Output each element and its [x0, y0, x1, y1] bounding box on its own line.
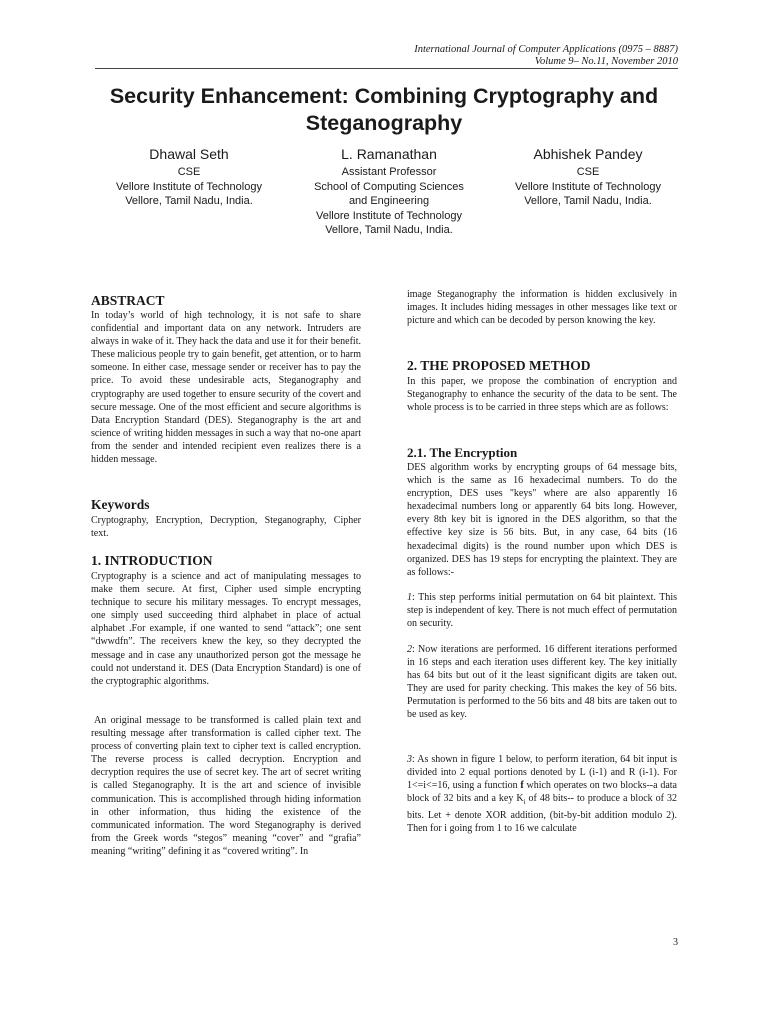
step-1 — [407, 591, 677, 630]
keywords-text: Cryptography, Encryption, Decryption, Steganography, Cipher text. — [91, 515, 361, 540]
journal-name: International Journal of Computer Applications (0975 – 8887) — [414, 44, 678, 55]
author-title: Assistant Professor — [341, 166, 437, 178]
author-name: L. Ramanathan — [341, 146, 437, 162]
step-3-number: 3 — [407, 754, 412, 765]
encryption-heading: 2.1. The Encryption — [407, 445, 518, 460]
step-3-text-a: : As shown in figure 1 below, to perform iteration, 64 bit input is divided into 2 equal portions denoted by L (i-1) and R (i-1). For 1<=i<=16, using a function — [407, 754, 677, 792]
author-institute: Vellore Institute of Technology — [515, 180, 661, 193]
step-1-number: 1 — [407, 592, 412, 603]
introduction-para-1: Cryptography is a science and act of manipulating messages to make them secure. At first, Cipher used simple encrypting technique to secure his military messages. To encrypt messages, one simply used succeeding third alphabet in place of actual alphabet .For example, if one wanted to send “attack”; one sent “dwwdfn”. The receivers knew the key, so they decrypted the message and in case any unauthorized person got the message he could not understand it. DES (Data Encryption Standard) is one of the cryptographic algorithms. — [91, 571, 361, 687]
step-1-text: : This step performs initial permutation on 64 bit plaintext. This step is independent of key. There is not much effect of permutation on security. — [407, 592, 677, 630]
step-3-subscript: i — [523, 798, 526, 807]
page-number: 3 — [673, 937, 678, 948]
abstract-text: In today’s world of high technology, it is not safe to share confidential and important data on any network. Intruders are always in wake of it. They hack the data and use it for their benefit. These malicious people try to gain benefit, get attention, or to harm someone. In either case, message sender or receiver has to pay the price. To avoid these undesirable acts, Steganography and cryptography are used together to ensure security of the covert and secure message. One of the most efficient and secure algorithms is Data Encryption Standard (DES). Steganography is the art and science of writing hidden messages in such a way that no-one apart from the sender and intended recipient even realizes there is a hidden message. — [91, 310, 361, 466]
author-name: Dhawal Seth — [149, 146, 229, 162]
author-location: Vellore, Tamil Nadu, India. — [524, 195, 652, 207]
keywords-heading: Keywords — [91, 497, 150, 512]
title-line-2: Steganography — [305, 111, 463, 135]
author-location: Vellore, Tamil Nadu, India. — [325, 224, 453, 236]
author-dept: CSE — [576, 166, 600, 178]
step-2 — [407, 643, 677, 722]
author-location: Vellore, Tamil Nadu, India. — [125, 195, 253, 207]
author-institute: Vellore Institute of Technology — [116, 180, 262, 193]
encryption-text: DES algorithm works by encrypting groups of 64 message bits, which is the same as 16 hexadecimal numbers. To do the encryption, DES uses "keys" where are also apparently 16 hexadecimal numbers long or apparently 64 bits long. However, every 8th key bit is ignored in the DES algorithm, so that the effective key size is 56 bits. But, in any case, 64 bits (16 hexadecimal digits) is the round number upon which DES is organized. DES has 19 steps for encrypting the plaintext. They are as follows:- — [407, 462, 677, 578]
step-2-text: : Now iterations are performed. 16 different iterations performed in 16 steps and each iteration uses different key. The key initially has 64 bits but out of it the least significant digits are taken out. They are used for parity checking. This makes the key of 56 bits. Permutation is performed to the 56 bits and 48 bits are taken out to be used as key. — [407, 644, 677, 721]
author-block-1 — [93, 145, 285, 209]
step-3 — [407, 753, 677, 836]
author-institute: Vellore Institute of Technology — [316, 209, 462, 222]
title-line-1: Security Enhancement: Combining Cryptography and — [109, 84, 659, 108]
step-3-text-b: which operates on two blocks--a data block of 32 bits and a key K — [407, 780, 677, 805]
author-school-cont: and Engineering — [348, 195, 430, 207]
author-block-3 — [493, 145, 683, 209]
introduction-para-2: An original message to be transformed is called plain text and resulting message after transformation is called cipher text. The process of converting plain text to cipher text is called encryption. The reverse process is called decryption. Encryption and decryption requires the use of secret key. The art of secret writing is called Steganography. It is the art and science of invisible communication. This is accomplished through hiding information in other information, thus hiding the existence of the communicated information. The word Steganography is derived from the Greek words “stegos” meaning “cover” and “grafia” meaning “writing” defining it as “covered writing”. In — [91, 715, 361, 857]
author-school: School of Computing Sciences — [314, 180, 464, 193]
abstract-heading: ABSTRACT — [91, 293, 165, 308]
author-dept: CSE — [177, 166, 201, 178]
step-3-text-c: of 48 bits-- to produce a block of 32 bits. Let + denote XOR addition, (bit-by-bit addition modulo 2). Then for i going from 1 to 16 we calculate — [407, 793, 677, 835]
continued-text: image Steganography the information is hidden exclusively in images. It includes hiding messages in other messages like text or picture and which can be decoded by person knowing the key. — [407, 289, 677, 327]
proposed-method-heading: 2. THE PROPOSED METHOD — [407, 358, 591, 373]
introduction-heading: 1. INTRODUCTION — [91, 553, 213, 568]
step-2-number: 2 — [407, 644, 412, 655]
step-3-function-f: f — [520, 780, 524, 792]
journal-header — [414, 44, 678, 68]
paper-title — [60, 83, 708, 137]
header-rule — [95, 68, 678, 69]
journal-volume: Volume 9– No.11, November 2010 — [534, 56, 678, 67]
author-name: Abhishek Pandey — [533, 146, 643, 162]
proposed-method-text: In this paper, we propose the combination of encryption and Steganography to enhance the security of the data to be sent. The whole process is to be carried in three steps which are as follows: — [407, 376, 677, 414]
author-block-2 — [292, 145, 486, 238]
